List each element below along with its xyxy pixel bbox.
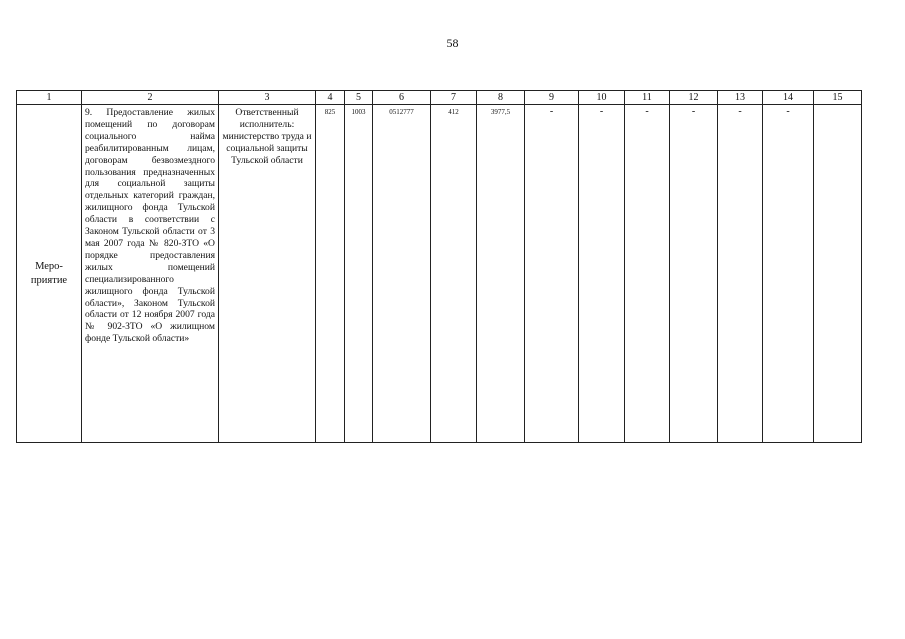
header-col-11: 11	[625, 91, 670, 105]
header-row	[17, 91, 862, 105]
program-table	[16, 90, 862, 443]
value-cell-15	[814, 105, 862, 443]
page-number: 58	[446, 36, 459, 50]
header-col-15: 15	[814, 91, 862, 105]
header-col-10: 10	[579, 91, 625, 105]
header-col-3: 3	[219, 91, 316, 105]
value-cell-14: -	[763, 105, 814, 443]
value-cell-10: -	[579, 105, 625, 443]
value-cell-11: -	[625, 105, 670, 443]
header-col-14: 14	[763, 91, 814, 105]
expense-type-cell: 412	[431, 105, 477, 443]
value-cell-13: -	[718, 105, 763, 443]
total-cell: 3977,5	[477, 105, 525, 443]
value-cell-12: -	[670, 105, 718, 443]
header-col-12: 12	[670, 91, 718, 105]
grbs-cell: 825	[316, 105, 345, 443]
header-col-2: 2	[82, 91, 219, 105]
header-col-1: 1	[17, 91, 82, 105]
table-row	[17, 105, 862, 443]
value-cell-9: -	[525, 105, 579, 443]
header-col-7: 7	[431, 91, 477, 105]
row-type-cell: Меро-приятие	[17, 105, 82, 443]
header-col-9: 9	[525, 91, 579, 105]
header-col-4: 4	[316, 91, 345, 105]
header-col-5: 5	[345, 91, 373, 105]
header-col-8: 8	[477, 91, 525, 105]
measure-name-cell: 9. Предоставление жилых помещений по договорам социального найма реабилитированным лицам, договорам безвозмездного пользования предназначенных для социальной защиты отдельных категорий граждан, жилищного фонда Тульской области в соответствии с Законом Тульской области от 3 мая 2007 года № 820-ЗТО «О порядке предоставления жилых помещений специализированного жилищного фонда Тульской области», Законом Тульской области от 12 ноября 2007 года № 902-ЗТО «О жилищном фонде Тульской области»	[82, 105, 219, 443]
section-cell: 1003	[345, 105, 373, 443]
header-col-6: 6	[373, 91, 431, 105]
target-article-cell: 0512777	[373, 105, 431, 443]
responsible-cell: Ответственный исполнитель: министерство труда и социальной защиты Тульской области	[219, 105, 316, 443]
header-col-13: 13	[718, 91, 763, 105]
